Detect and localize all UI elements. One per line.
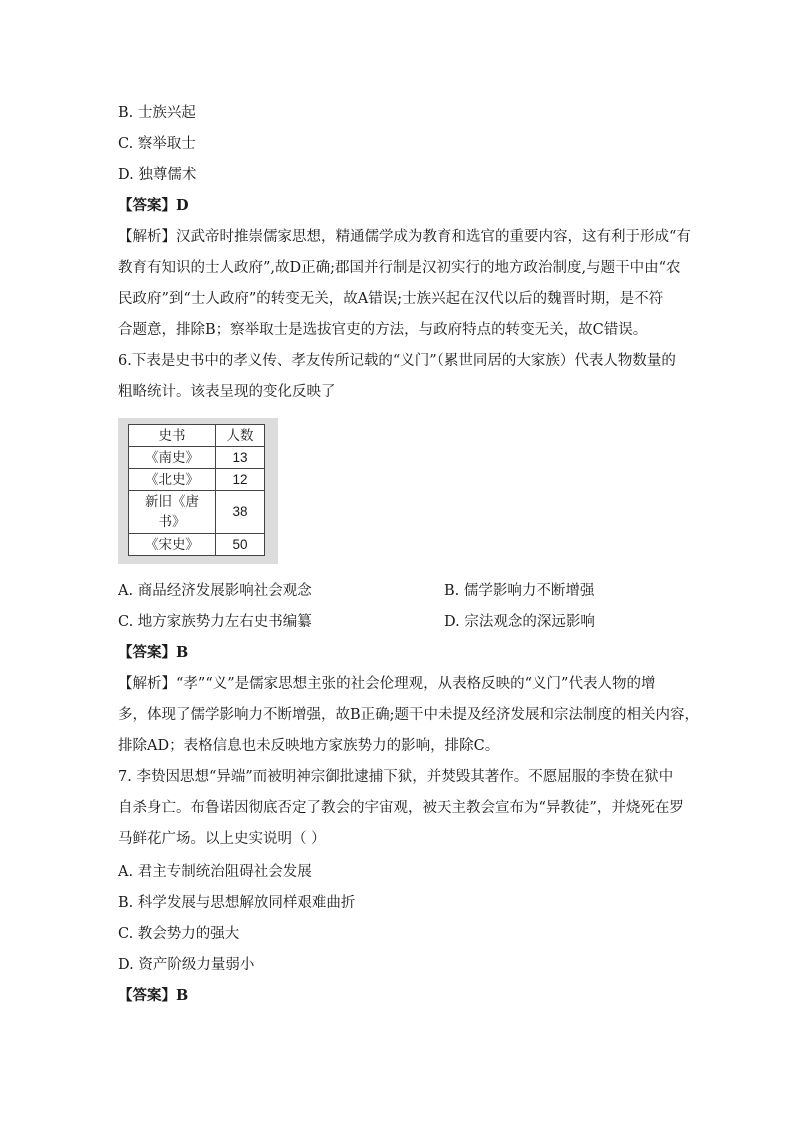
q6-table-figure [118, 418, 278, 564]
q7-answer: 【答案】B [118, 987, 189, 1004]
table-header-cell: 人数 [216, 425, 265, 447]
q6-stem-line: 粗略统计。该表呈现的变化反映了 [118, 384, 336, 400]
q6-analysis-line: 【解析】“孝”“义”是儒家思想主张的社会伦理观，从表格反映的“义门”代表人物的增 [118, 676, 656, 692]
q5-analysis-line: 教育有知识的士人政府”,故D正确;郡国并行制是汉初实行的地方政治制度,与题干中由“农 [118, 260, 681, 276]
table-row [129, 469, 265, 491]
q6-option-c: C. 地方家族势力左右史书编纂 [118, 614, 312, 630]
table-cell: 50 [216, 534, 265, 556]
q5-option-c: C. 察举取士 [118, 136, 196, 152]
table-cell-line: 书》 [158, 514, 186, 529]
q7-option-c: C. 教会势力的强大 [118, 926, 240, 942]
q5-option-d: D. 独尊儒术 [118, 167, 197, 183]
q6-analysis-line: 排除AD；表格信息也未反映地方家族势力的影响，排除C。 [118, 738, 500, 754]
q7-stem-line: 马鲜花广场。以上史实说明（ ） [118, 831, 326, 847]
table-header-cell: 史书 [129, 425, 216, 447]
table-row [129, 447, 265, 469]
q5-analysis-line: 【解析】汉武帝时推崇儒家思想，精通儒学成为教育和选官的重要内容，这有利于形成“有 [118, 229, 691, 245]
table-cell: 《北史》 [129, 469, 216, 491]
q7-option-b: B. 科学发展与思想解放同样艰难曲折 [118, 895, 356, 911]
q6-option-b: B. 儒学影响力不断增强 [444, 583, 595, 599]
q7-option-a: A. 君主专制统治阻碍社会发展 [118, 864, 312, 880]
q6-answer: 【答案】B [118, 644, 189, 661]
table-cell: 《南史》 [129, 447, 216, 469]
q7-option-d: D. 资产阶级力量弱小 [118, 957, 255, 973]
table-cell: 12 [216, 469, 265, 491]
q5-option-b: B. 士族兴起 [118, 105, 196, 121]
table-row [129, 534, 265, 556]
table-header-row [129, 425, 265, 447]
q6-table [128, 424, 265, 556]
q6-analysis [118, 669, 700, 762]
q7-stem [118, 762, 684, 855]
table-cell: 《宋史》 [129, 534, 216, 556]
q6-stem [118, 346, 678, 408]
table-cell: 13 [216, 447, 265, 469]
q7-stem-line: 7. 李贽因思想“异端”而被明神宗御批逮捕下狱，并焚毁其著作。不愿屈服的李贽在狱中 [118, 769, 674, 785]
q6-stem-line: 6.下表是史书中的孝义传、孝友传所记载的“义门”（累世同居的大家族）代表人物数量的 [118, 353, 676, 369]
q5-analysis-line: 合题意，排除B；察举取士是选拔官吏的方法，与政府特点的转变无关，故C错误。 [118, 322, 648, 338]
q5-analysis [118, 222, 691, 346]
q6-option-d: D. 宗法观念的深远影响 [444, 614, 595, 630]
table-cell [129, 491, 216, 534]
q6-analysis-line: 多，体现了儒学影响力不断增强，故B正确;题干中未提及经济发展和宗法制度的相关内容， [118, 707, 700, 723]
table-row [129, 491, 265, 534]
q6-option-a: A. 商品经济发展影响社会观念 [118, 583, 312, 599]
table-cell: 38 [216, 491, 265, 534]
q5-answer: 【答案】D [118, 197, 189, 214]
q7-stem-line: 自杀身亡。布鲁诺因彻底否定了教会的宇宙观，被天主教会宣布为“异教徒”，并烧死在罗 [118, 800, 684, 816]
q5-analysis-line: 民政府”到“士人政府”的转变无关，故A错误;士族兴起在汉代以后的魏晋时期，是不符 [118, 291, 664, 307]
table-cell-line: 新旧《唐 [145, 494, 199, 509]
